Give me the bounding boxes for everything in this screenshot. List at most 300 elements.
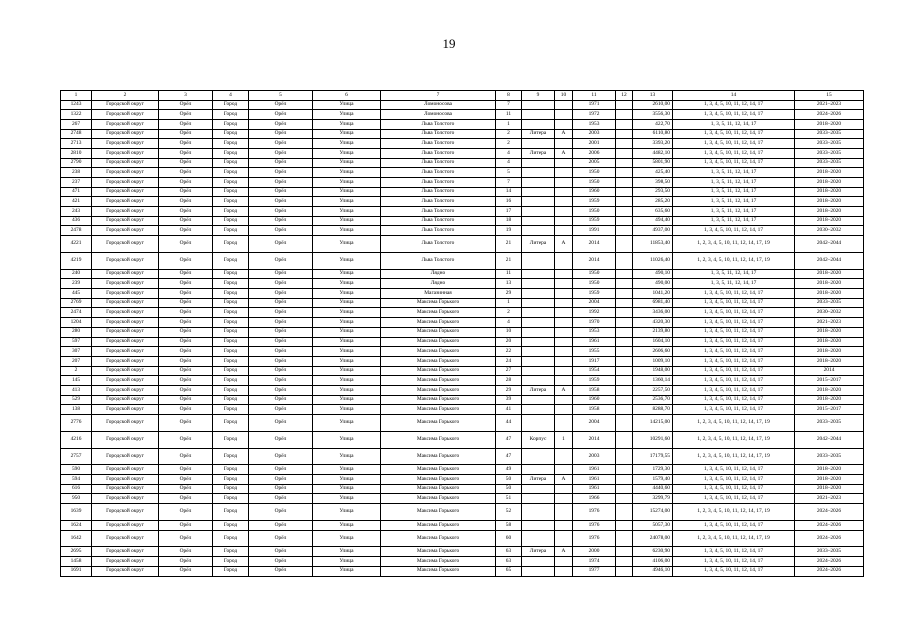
cell-municipality-type: Городской округ (92, 347, 159, 357)
cell-building-type (522, 327, 555, 337)
cell-municipality-type: Городской округ (92, 405, 159, 415)
cell-building-type (522, 465, 555, 475)
cell-house-number: 29 (496, 289, 522, 299)
cell-street-name: Льва Толстого (381, 139, 496, 149)
cell-year-built: 1961 (573, 465, 616, 475)
cell-street-type: Улица (313, 168, 381, 178)
table-row (61, 376, 864, 386)
cell-area: 6981,40 (633, 298, 673, 308)
cell-area: 1579,40 (633, 475, 673, 485)
cell-municipality-type: Городской округ (92, 530, 159, 547)
cell-street-type: Улица (313, 327, 381, 337)
cell-settlement: Орёл (159, 557, 213, 567)
cell-street-type: Улица (313, 448, 381, 465)
cell-street-type: Улица (313, 405, 381, 415)
cell-year-built: 1961 (573, 484, 616, 494)
cell-settlement: Орёл (159, 139, 213, 149)
cell-settlement-type: Город (213, 158, 249, 168)
cell-id: 2695 (61, 547, 92, 557)
cell-house-number: 19 (496, 226, 522, 236)
cell-building-type (522, 158, 555, 168)
cell-house-number: 44 (496, 415, 522, 432)
cell-year-built: 1960 (573, 187, 616, 197)
cell-building-number (555, 298, 573, 308)
cell-building-type (522, 289, 555, 299)
cell-building-number (555, 216, 573, 226)
cell-settlement-type: Город (213, 148, 249, 158)
cell-building-type (522, 197, 555, 207)
cell-building-type (522, 356, 555, 366)
cell-street-name: Максима Горького (381, 566, 496, 576)
cell-repair-period: 2024–2026 (795, 110, 864, 120)
cell-id: 1458 (61, 557, 92, 567)
column-header-15: 15 (795, 91, 864, 101)
cell-settlement-type: Город (213, 475, 249, 485)
cell-year-built: 2014 (573, 431, 616, 448)
cell-settlement-name: Орёл (249, 207, 313, 217)
table-row (61, 269, 864, 279)
cell-street-name: Льва Толстого (381, 226, 496, 236)
cell-work-types: 1, 3, 5, 11, 12, 14, 17 (673, 197, 795, 207)
cell-settlement: Орёл (159, 395, 213, 405)
cell-work-types: 1, 2, 3, 4, 5, 10, 11, 12, 14, 17, 19 (673, 504, 795, 521)
cell-area: 4106,00 (633, 557, 673, 567)
cell-repair-period: 2018–2020 (795, 385, 864, 395)
cell-municipality-type: Городской округ (92, 110, 159, 120)
cell-building-type (522, 110, 555, 120)
cell-year-built: 2004 (573, 415, 616, 432)
cell-settlement-type: Город (213, 100, 249, 110)
cell-house-number: 28 (496, 376, 522, 386)
cell-building-type (522, 187, 555, 197)
cell-municipality-type: Городской округ (92, 448, 159, 465)
column-header-5: 5 (249, 91, 313, 101)
cell-area: 11853,40 (633, 236, 673, 253)
cell-area: 1009,10 (633, 356, 673, 366)
cell-repair-period: 2018–2020 (795, 475, 864, 485)
cell-building-type: Литера (522, 385, 555, 395)
cell-settlement-name: Орёл (249, 226, 313, 236)
cell-house-number: 24 (496, 356, 522, 366)
table-row (61, 520, 864, 530)
cell-building-type (522, 308, 555, 318)
cell-area: 1604,10 (633, 337, 673, 347)
cell-settlement-name: Орёл (249, 327, 313, 337)
cell-building-number (555, 110, 573, 120)
cell-col-12 (616, 395, 633, 405)
cell-street-type: Улица (313, 385, 381, 395)
cell-settlement-type: Город (213, 395, 249, 405)
cell-settlement: Орёл (159, 197, 213, 207)
cell-work-types: 1, 3, 4, 5, 10, 11, 12, 14, 17 (673, 547, 795, 557)
cell-municipality-type: Городской округ (92, 158, 159, 168)
cell-building-number (555, 252, 573, 269)
cell-settlement: Орёл (159, 279, 213, 289)
cell-street-name: Льва Толстого (381, 148, 496, 158)
cell-repair-period: 2024–2026 (795, 557, 864, 567)
cell-municipality-type: Городской округ (92, 557, 159, 567)
cell-repair-period: 2033–2035 (795, 148, 864, 158)
cell-settlement-name: Орёл (249, 236, 313, 253)
cell-repair-period: 2033–2035 (795, 129, 864, 139)
cell-street-name: Магазинная (381, 289, 496, 299)
table-row (61, 557, 864, 567)
cell-year-built: 2001 (573, 139, 616, 149)
cell-settlement-name: Орёл (249, 494, 313, 504)
cell-street-type: Улица (313, 252, 381, 269)
cell-col-12 (616, 475, 633, 485)
cell-col-12 (616, 139, 633, 149)
cell-work-types: 1, 3, 4, 5, 10, 11, 12, 14, 17 (673, 347, 795, 357)
table-row (61, 289, 864, 299)
cell-repair-period: 2018–2020 (795, 279, 864, 289)
cell-settlement: Орёл (159, 376, 213, 386)
cell-repair-period: 2018–2020 (795, 289, 864, 299)
cell-year-built: 1991 (573, 226, 616, 236)
table-row (61, 216, 864, 226)
cell-settlement-name: Орёл (249, 197, 313, 207)
cell-street-name: Льва Толстого (381, 187, 496, 197)
cell-settlement-type: Город (213, 269, 249, 279)
cell-col-12 (616, 197, 633, 207)
cell-repair-period: 2015–2017 (795, 405, 864, 415)
cell-municipality-type: Городской округ (92, 252, 159, 269)
cell-municipality-type: Городской округ (92, 484, 159, 494)
cell-building-number (555, 269, 573, 279)
cell-settlement-type: Город (213, 557, 249, 567)
cell-settlement-name: Орёл (249, 566, 313, 576)
cell-street-type: Улица (313, 216, 381, 226)
cell-street-name: Максима Горького (381, 298, 496, 308)
cell-id: 1243 (61, 100, 92, 110)
table-row (61, 119, 864, 129)
cell-settlement: Орёл (159, 308, 213, 318)
cell-house-number: 1 (496, 298, 522, 308)
cell-settlement-type: Город (213, 431, 249, 448)
cell-col-12 (616, 269, 633, 279)
cell-work-types: 1, 3, 4, 5, 10, 11, 12, 14, 17 (673, 337, 795, 347)
cell-year-built: 1959 (573, 216, 616, 226)
cell-building-number (555, 197, 573, 207)
cell-repair-period: 2018–2020 (795, 178, 864, 188)
cell-area: 4320,30 (633, 318, 673, 328)
cell-id: 950 (61, 494, 92, 504)
cell-col-12 (616, 366, 633, 376)
cell-work-types: 1, 3, 4, 5, 10, 11, 12, 14, 17 (673, 465, 795, 475)
cell-settlement-type: Город (213, 129, 249, 139)
cell-building-number (555, 289, 573, 299)
cell-house-number: 1 (496, 119, 522, 129)
cell-settlement: Орёл (159, 327, 213, 337)
cell-id: 529 (61, 395, 92, 405)
cell-area: 422,70 (633, 119, 673, 129)
cell-building-number (555, 337, 573, 347)
cell-street-name: Максима Горького (381, 347, 496, 357)
cell-street-type: Улица (313, 119, 381, 129)
cell-col-12 (616, 252, 633, 269)
table-row (61, 236, 864, 253)
cell-house-number: 47 (496, 448, 522, 465)
cell-house-number: 21 (496, 252, 522, 269)
cell-year-built: 1959 (573, 197, 616, 207)
cell-repair-period: 2024–2026 (795, 566, 864, 576)
cell-building-type (522, 405, 555, 415)
cell-house-number: 51 (496, 494, 522, 504)
cell-settlement-name: Орёл (249, 216, 313, 226)
cell-building-type (522, 168, 555, 178)
cell-settlement: Орёл (159, 347, 213, 357)
cell-street-name: Максима Горького (381, 385, 496, 395)
cell-settlement-type: Город (213, 465, 249, 475)
cell-building-number (555, 356, 573, 366)
cell-repair-period: 2018–2020 (795, 119, 864, 129)
cell-year-built: 1976 (573, 530, 616, 547)
cell-building-number: А (555, 475, 573, 485)
cell-house-number: 63 (496, 557, 522, 567)
cell-house-number: 65 (496, 566, 522, 576)
cell-col-12 (616, 318, 633, 328)
housing-register-table (60, 90, 864, 577)
cell-id: 1639 (61, 504, 92, 521)
cell-building-number (555, 139, 573, 149)
cell-work-types: 1, 3, 4, 5, 10, 11, 12, 14, 17 (673, 129, 795, 139)
cell-building-number (555, 119, 573, 129)
cell-settlement-name: Орёл (249, 547, 313, 557)
cell-building-number (555, 520, 573, 530)
cell-settlement-type: Город (213, 530, 249, 547)
cell-street-name: Максима Горького (381, 504, 496, 521)
cell-building-number (555, 504, 573, 521)
cell-repair-period: 2018–2020 (795, 484, 864, 494)
table-row (61, 395, 864, 405)
cell-id: 138 (61, 405, 92, 415)
table-row (61, 148, 864, 158)
cell-house-number: 29 (496, 385, 522, 395)
cell-street-name: Максима Горького (381, 448, 496, 465)
cell-col-12 (616, 187, 633, 197)
cell-street-name: Лядно (381, 269, 496, 279)
cell-col-12 (616, 148, 633, 158)
cell-settlement: Орёл (159, 475, 213, 485)
cell-col-12 (616, 119, 633, 129)
cell-repair-period: 2033–2035 (795, 139, 864, 149)
cell-repair-period: 2021–2023 (795, 494, 864, 504)
cell-street-name: Льва Толстого (381, 197, 496, 207)
cell-id: 2790 (61, 158, 92, 168)
cell-street-name: Льва Толстого (381, 178, 496, 188)
table-row (61, 504, 864, 521)
cell-settlement-name: Орёл (249, 557, 313, 567)
cell-area: 1041,20 (633, 289, 673, 299)
cell-settlement-type: Город (213, 547, 249, 557)
cell-year-built: 2005 (573, 158, 616, 168)
cell-area: 4937,00 (633, 226, 673, 236)
cell-settlement-name: Орёл (249, 129, 313, 139)
cell-municipality-type: Городской округ (92, 475, 159, 485)
cell-year-built: 1960 (573, 395, 616, 405)
table-row (61, 129, 864, 139)
cell-street-name: Льва Толстого (381, 158, 496, 168)
cell-settlement-type: Город (213, 385, 249, 395)
cell-year-built: 1955 (573, 347, 616, 357)
cell-year-built: 1961 (573, 337, 616, 347)
cell-col-12 (616, 337, 633, 347)
cell-building-number (555, 279, 573, 289)
cell-house-number: 13 (496, 279, 522, 289)
cell-col-12 (616, 566, 633, 576)
cell-col-12 (616, 178, 633, 188)
table-row (61, 356, 864, 366)
table-row (61, 337, 864, 347)
cell-municipality-type: Городской округ (92, 327, 159, 337)
cell-building-number (555, 168, 573, 178)
cell-area: 5801,90 (633, 158, 673, 168)
cell-building-type (522, 119, 555, 129)
table-row (61, 139, 864, 149)
cell-col-12 (616, 547, 633, 557)
cell-repair-period: 2024–2026 (795, 520, 864, 530)
cell-house-number: 22 (496, 347, 522, 357)
cell-work-types: 1, 3, 4, 5, 10, 11, 12, 14, 17 (673, 110, 795, 120)
cell-street-name: Ломоносова (381, 100, 496, 110)
cell-id: 421 (61, 197, 92, 207)
cell-building-type (522, 415, 555, 432)
cell-repair-period: 2018–2020 (795, 207, 864, 217)
cell-settlement-name: Орёл (249, 347, 313, 357)
cell-building-number: А (555, 547, 573, 557)
cell-street-type: Улица (313, 178, 381, 188)
cell-municipality-type: Городской округ (92, 547, 159, 557)
cell-id: 267 (61, 119, 92, 129)
cell-house-number: 63 (496, 547, 522, 557)
cell-id: 2757 (61, 448, 92, 465)
cell-repair-period: 2018–2020 (795, 168, 864, 178)
cell-area: 15274,00 (633, 504, 673, 521)
cell-building-type (522, 337, 555, 347)
cell-area: 6110,80 (633, 129, 673, 139)
cell-area: 4482,10 (633, 148, 673, 158)
cell-work-types: 1, 2, 3, 4, 5, 10, 11, 12, 14, 17, 19 (673, 530, 795, 547)
cell-settlement-type: Город (213, 289, 249, 299)
cell-area: 3556,30 (633, 110, 673, 120)
cell-id: 2474 (61, 308, 92, 318)
cell-area: 285,20 (633, 197, 673, 207)
cell-settlement: Орёл (159, 530, 213, 547)
cell-settlement: Орёл (159, 520, 213, 530)
cell-house-number: 49 (496, 465, 522, 475)
table-row (61, 279, 864, 289)
cell-building-number (555, 448, 573, 465)
cell-building-type (522, 139, 555, 149)
cell-settlement-name: Орёл (249, 139, 313, 149)
table-row (61, 448, 864, 465)
cell-house-number: 50 (496, 475, 522, 485)
table-row (61, 110, 864, 120)
cell-settlement: Орёл (159, 207, 213, 217)
cell-street-type: Улица (313, 207, 381, 217)
cell-settlement: Орёл (159, 318, 213, 328)
table-row (61, 178, 864, 188)
cell-repair-period: 2018–2020 (795, 347, 864, 357)
cell-settlement-name: Орёл (249, 376, 313, 386)
cell-repair-period: 2021–2023 (795, 318, 864, 328)
cell-street-type: Улица (313, 289, 381, 299)
cell-settlement: Орёл (159, 431, 213, 448)
cell-house-number: 20 (496, 337, 522, 347)
cell-building-type (522, 252, 555, 269)
cell-settlement-name: Орёл (249, 366, 313, 376)
cell-area: 24078,00 (633, 530, 673, 547)
cell-building-type (522, 347, 555, 357)
cell-settlement: Орёл (159, 158, 213, 168)
cell-work-types: 1, 3, 4, 5, 10, 11, 12, 14, 17 (673, 158, 795, 168)
cell-settlement-type: Город (213, 347, 249, 357)
cell-settlement-type: Город (213, 236, 249, 253)
cell-street-name: Максима Горького (381, 484, 496, 494)
cell-house-number: 18 (496, 216, 522, 226)
cell-municipality-type: Городской округ (92, 226, 159, 236)
cell-settlement-name: Орёл (249, 431, 313, 448)
cell-id: 413 (61, 385, 92, 395)
table-row (61, 187, 864, 197)
cell-building-number: А (555, 236, 573, 253)
cell-building-number (555, 178, 573, 188)
cell-repair-period: 2018–2020 (795, 269, 864, 279)
cell-street-name: Максима Горького (381, 318, 496, 328)
cell-area: 2606,60 (633, 347, 673, 357)
cell-repair-period: 2018–2020 (795, 327, 864, 337)
cell-col-12 (616, 415, 633, 432)
cell-repair-period: 2018–2020 (795, 465, 864, 475)
cell-building-number: А (555, 148, 573, 158)
cell-settlement: Орёл (159, 289, 213, 299)
cell-year-built: 1950 (573, 168, 616, 178)
cell-repair-period: 2042–2044 (795, 252, 864, 269)
cell-settlement-name: Орёл (249, 298, 313, 308)
cell-street-type: Улица (313, 139, 381, 149)
cell-street-name: Максима Горького (381, 327, 496, 337)
cell-street-type: Улица (313, 269, 381, 279)
cell-col-12 (616, 308, 633, 318)
cell-repair-period: 2030–2032 (795, 308, 864, 318)
table-row (61, 347, 864, 357)
table-row (61, 207, 864, 217)
cell-work-types: 1, 3, 4, 5, 10, 11, 12, 14, 17 (673, 494, 795, 504)
cell-municipality-type: Городской округ (92, 207, 159, 217)
cell-year-built: 2000 (573, 547, 616, 557)
cell-building-type (522, 269, 555, 279)
cell-area: 4440,60 (633, 484, 673, 494)
table-row (61, 484, 864, 494)
cell-municipality-type: Городской округ (92, 298, 159, 308)
cell-street-type: Улица (313, 318, 381, 328)
cell-municipality-type: Городской округ (92, 337, 159, 347)
cell-street-type: Улица (313, 431, 381, 448)
cell-street-name: Льва Толстого (381, 119, 496, 129)
cell-work-types: 1, 3, 4, 5, 10, 11, 12, 14, 17 (673, 520, 795, 530)
cell-year-built: 1974 (573, 557, 616, 567)
cell-area: 2536,70 (633, 395, 673, 405)
cell-settlement: Орёл (159, 298, 213, 308)
cell-id: 616 (61, 484, 92, 494)
cell-settlement: Орёл (159, 168, 213, 178)
cell-area: 2139,80 (633, 327, 673, 337)
cell-col-12 (616, 110, 633, 120)
cell-id: 243 (61, 207, 92, 217)
cell-house-number: 11 (496, 110, 522, 120)
table-body (61, 100, 864, 576)
cell-street-type: Улица (313, 158, 381, 168)
